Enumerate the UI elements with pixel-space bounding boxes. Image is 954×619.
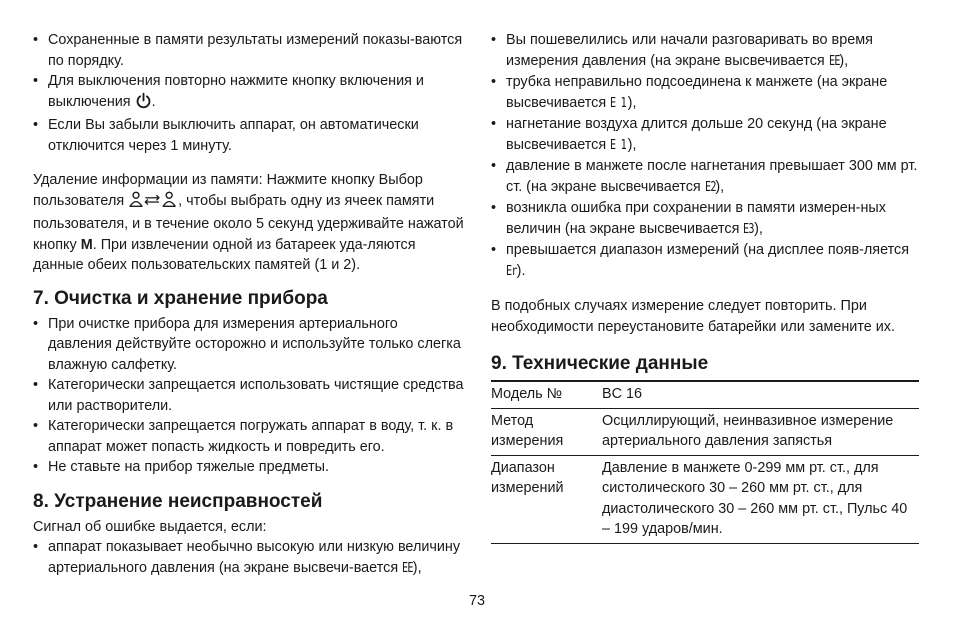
list-item (491, 30, 919, 72)
list-item (33, 71, 465, 115)
bullet-text: возникла ошибка при сохранении в памяти измерен-ных величин (на экране высвечивается (506, 200, 886, 237)
bullet-text-end: ), (715, 178, 725, 195)
display-code: E2 (704, 179, 716, 195)
memory-delete-paragraph (33, 170, 465, 276)
cleaning-bullet-list (33, 314, 465, 478)
paragraph-text: . При извлечении одной из батареек уда-ляются данные обеих пользовательских памятей (1 и 2). (33, 236, 416, 273)
table-row (491, 455, 919, 543)
display-code: Er (506, 263, 517, 279)
list-item (33, 375, 465, 416)
bullet-text-end: ), (627, 136, 637, 153)
list-item (33, 30, 465, 71)
bullet-text-end: ), (754, 220, 763, 237)
list-item (491, 240, 919, 282)
error-intro: Сигнал об ошибке выдается, если: (33, 518, 267, 535)
power-icon (135, 92, 152, 116)
display-code: E 1 (610, 137, 627, 153)
list-item (491, 114, 919, 156)
spec-value: Давление в манжете 0-299 мм рт. ст., для систолического 30 – 260 мм рт. ст., для диастолического 30 – 260 мм рт. ст., Пульс 40 – 199 ударов/мин. (602, 459, 908, 537)
spec-key: Модель № (491, 386, 563, 402)
bullet-text: превышается диапазон измерений (на дисплее появ-ляется (506, 242, 910, 258)
paragraph-text: Удаление информации из памяти: Нажмите кнопку Выбор пользователя (33, 172, 423, 209)
list-item (491, 198, 919, 240)
left-column (33, 30, 465, 579)
bullet-text: Не ставьте на прибор тяжелые предметы. (48, 459, 330, 475)
display-code: E3 (743, 221, 755, 237)
spec-key: Диапазон измерений (491, 459, 564, 496)
bullet-text: Если Вы забыли выключить аппарат, он автоматически отключится через 1 минуту. (48, 117, 419, 154)
bullet-text: аппарат показывает необычно высокую или низкую величину артериального давления (на экране высвечи-вается (48, 539, 461, 576)
spec-value: Осциллирующий, неинвазивное измерение артериального давления запястья (602, 412, 894, 449)
intro-bullet-list (33, 30, 465, 156)
list-item (33, 457, 465, 478)
display-code: E 1 (610, 95, 627, 111)
bullet-text-end: ), (412, 559, 422, 576)
repeat-measurement-paragraph: В подобных случаях измерение следует повторить. При необходимости переустановите батарейки или замените их. (491, 298, 895, 335)
display-code-ee: EE (402, 560, 413, 576)
spec-key: Метод измерения (491, 412, 564, 449)
error-bullet-list-left (33, 537, 465, 579)
bullet-text: Категорически запрещается погружать аппарат в воду, т. к. в аппарат может попасть жидкость и повредить его. (48, 418, 454, 455)
list-item (33, 537, 465, 579)
list-item (33, 115, 465, 156)
spec-value: BC 16 (602, 386, 642, 402)
list-item (491, 72, 919, 114)
bullet-text: При очистке прибора для измерения артериального давления действуйте осторожно и используйте только слегка влажную салфетку. (48, 315, 461, 373)
bullet-text-end: ), (839, 52, 849, 69)
bullet-text-end: . (151, 93, 156, 110)
bullet-text: Категорически запрещается использовать чистящие средства или растворители. (48, 377, 464, 414)
bullet-text: Вы пошевелились или начали разговаривать во время измерения давления (на экране высвечивается (506, 32, 873, 69)
right-column (491, 30, 919, 544)
bullet-text: Сохраненные в памяти результаты измерений показы-ваются по порядку. (48, 32, 463, 69)
specs-table (491, 380, 919, 544)
paragraph-text: , чтобы выбрать одну из ячеек памяти пользователя, и в течение около 5 секунд удерживайте нажатой кнопку (33, 192, 464, 253)
user-switch-icon (128, 191, 178, 215)
list-item (33, 416, 465, 457)
table-row (491, 408, 919, 455)
error-bullet-list-right (491, 30, 919, 282)
section-7-heading: 7. Очистка и хранение прибора (33, 287, 328, 309)
bullet-text-end: ), (627, 94, 637, 111)
bullet-text-end: ). (516, 262, 526, 279)
display-code: EE (828, 53, 840, 69)
list-item (491, 156, 919, 198)
table-row (491, 381, 919, 408)
section-8-heading: 8. Устранение неисправностей (33, 490, 323, 512)
bullet-text: нагнетание воздуха длится дольше 20 секунд (на экране высвечивается (506, 116, 887, 153)
list-item (33, 314, 465, 376)
bullet-text: трубка неправильно подсоединена к манжете (на экране высвечивается (506, 74, 888, 111)
page-number: 73 (468, 593, 485, 609)
bullet-text: давление в манжете после нагнетания превышает 300 мм рт. ст. (на экране высвечивается (506, 158, 918, 195)
bullet-text: Для выключения повторно нажмите кнопку включения и выключения (48, 73, 424, 110)
m-button-label: M (80, 236, 93, 253)
section-9-heading: 9. Технические данные (491, 353, 709, 374)
